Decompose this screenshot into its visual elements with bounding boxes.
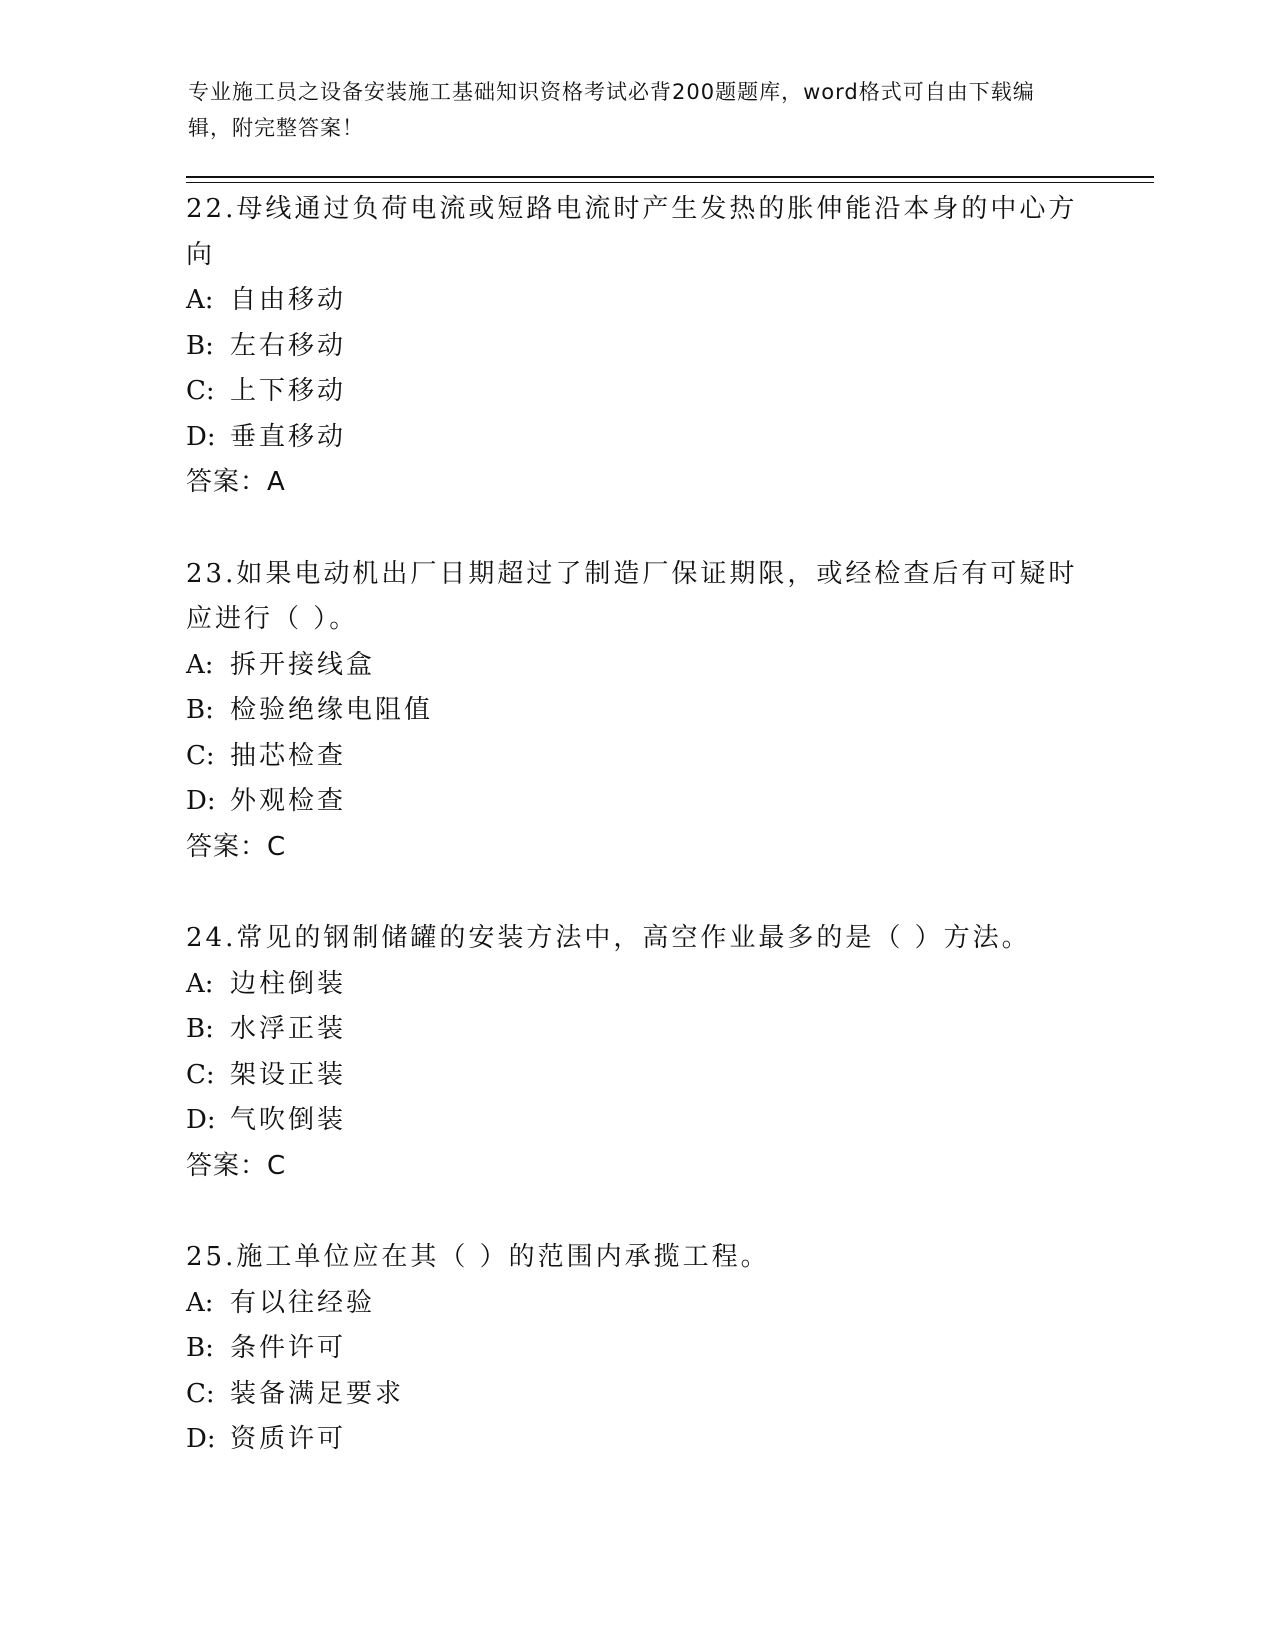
header-divider-thin xyxy=(186,182,1154,183)
option-b xyxy=(186,324,1086,370)
option-letter: D: xyxy=(186,786,216,816)
option-text: 左右移动 xyxy=(230,330,347,361)
option-a xyxy=(186,962,1086,1008)
option-letter: A: xyxy=(186,1287,214,1318)
option-letter: D: xyxy=(186,421,216,452)
option-letter: B: xyxy=(186,1014,214,1044)
option-a xyxy=(186,278,1086,324)
option-text: 气吹倒装 xyxy=(230,1105,347,1135)
option-c xyxy=(186,1372,1086,1418)
option-letter: B: xyxy=(186,695,214,725)
option-c xyxy=(186,1053,1086,1099)
answer-line: 答案：C xyxy=(186,1150,287,1181)
option-letter: A: xyxy=(186,649,214,680)
option-d xyxy=(186,1098,1086,1144)
option-text: 边柱倒装 xyxy=(230,968,347,999)
option-text: 水浮正装 xyxy=(230,1014,347,1044)
option-letter: C: xyxy=(186,1378,215,1409)
question-stem: 22.母线通过负荷电流或短路电流时产生发热的胀伸能沿本身的中心方向 xyxy=(186,194,1078,270)
option-text: 资质许可 xyxy=(230,1424,347,1454)
option-letter: B: xyxy=(186,1333,214,1363)
question-stem: 24.常见的钢制储罐的安装方法中，高空作业最多的是（ ）方法。 xyxy=(186,923,1031,953)
option-letter: B: xyxy=(186,330,214,361)
option-letter: C: xyxy=(186,740,215,771)
option-text: 条件许可 xyxy=(230,1333,347,1363)
option-text: 架设正装 xyxy=(230,1059,347,1090)
option-a xyxy=(186,1281,1086,1327)
question-stem: 25.施工单位应在其（ ）的范围内承揽工程。 xyxy=(186,1242,770,1272)
answer-line: 答案：C xyxy=(186,831,287,862)
option-d xyxy=(186,1417,1086,1463)
option-text: 自由移动 xyxy=(230,285,347,315)
option-b xyxy=(186,1326,1086,1372)
option-letter: D: xyxy=(186,1105,216,1135)
option-d xyxy=(186,415,1086,461)
question-22 xyxy=(186,187,1086,506)
option-text: 有以往经验 xyxy=(230,1287,376,1318)
page-header: 专业施工员之设备安装施工基础知识资格考试必背200题题库，word格式可自由下载编辑，附完整答案！ xyxy=(188,80,1035,140)
option-text: 垂直移动 xyxy=(230,421,347,452)
option-d xyxy=(186,779,1086,825)
option-b xyxy=(186,688,1086,734)
option-text: 拆开接线盒 xyxy=(230,649,376,680)
option-letter: A: xyxy=(186,285,214,315)
option-c xyxy=(186,734,1086,780)
header-divider-thick xyxy=(186,176,1154,178)
option-b xyxy=(186,1007,1086,1053)
option-a xyxy=(186,643,1086,689)
option-text: 上下移动 xyxy=(230,376,347,406)
question-list xyxy=(186,187,1086,1463)
option-letter: C: xyxy=(186,1059,215,1090)
question-24 xyxy=(186,916,1086,1189)
option-c xyxy=(186,369,1086,415)
question-25 xyxy=(186,1235,1086,1463)
answer-line: 答案：A xyxy=(186,467,286,497)
question-23 xyxy=(186,552,1086,871)
option-letter: D: xyxy=(186,1424,216,1454)
question-stem: 23.如果电动机出厂日期超过了制造厂保证期限，或经检查后有可疑时应进行（ ）。 xyxy=(186,558,1078,634)
option-letter: A: xyxy=(186,968,214,999)
option-text: 外观检查 xyxy=(230,786,347,816)
option-letter: C: xyxy=(186,376,215,406)
option-text: 检验绝缘电阻值 xyxy=(230,695,434,725)
option-text: 抽芯检查 xyxy=(230,740,347,771)
option-text: 装备满足要求 xyxy=(230,1378,405,1409)
